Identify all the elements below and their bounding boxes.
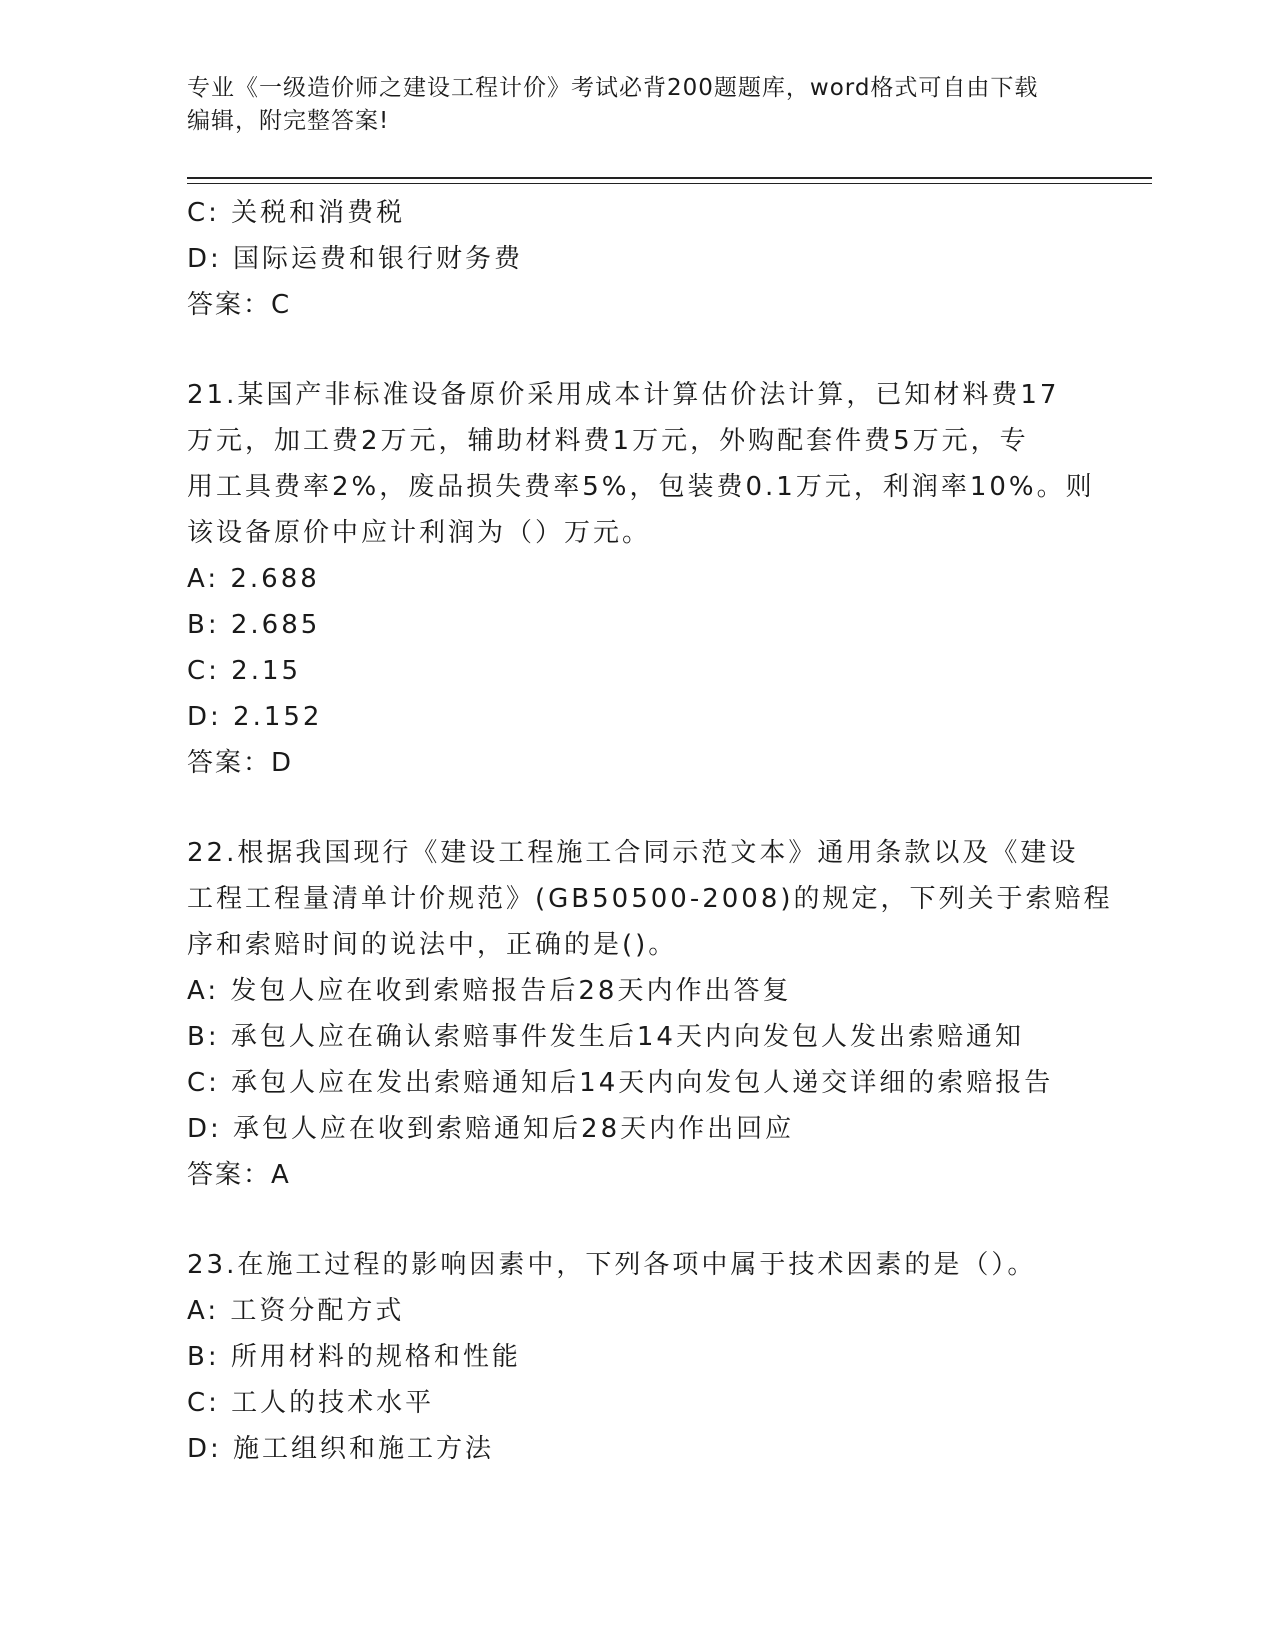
stem-line: 序和索赔时间的说法中，正确的是()。	[187, 930, 678, 960]
question-22	[187, 830, 1113, 1198]
option-d: D: 施工组织和施工方法	[187, 1434, 495, 1464]
option-d: D: 2.152	[187, 702, 323, 732]
page-header	[187, 72, 1077, 138]
spacer	[187, 328, 1087, 372]
option-d: D: 承包人应在收到索赔通知后28天内作出回应	[187, 1114, 795, 1144]
option-a: A: 工资分配方式	[187, 1296, 405, 1326]
option-c: C: 承包人应在发出索赔通知后14天内向发包人递交详细的索赔报告	[187, 1068, 1054, 1098]
spacer	[187, 786, 1087, 830]
option-a: A: 发包人应在收到索赔报告后28天内作出答复	[187, 976, 792, 1006]
option-b: B: 承包人应在确认索赔事件发生后14天内向发包人发出索赔通知	[187, 1022, 1024, 1052]
question-list	[187, 190, 1113, 1472]
question-23	[187, 1242, 1087, 1472]
stem-line: 工程工程量清单计价规范》(GB50500-2008)的规定，下列关于索赔程	[187, 884, 1113, 914]
option-c: C: 关税和消费税	[187, 198, 406, 228]
question-21	[187, 372, 1095, 786]
question-stem	[187, 372, 1095, 556]
stem-line: 用工具费率2%，废品损失费率5%，包装费0.1万元，利润率10%。则	[187, 472, 1095, 502]
question-stem	[187, 830, 1113, 968]
stem-line: 万元，加工费2万元，辅助材料费1万元，外购配套件费5万元，专	[187, 426, 1029, 456]
stem-line: 22.根据我国现行《建设工程施工合同示范文本》通用条款以及《建设	[187, 838, 1079, 868]
header-title-line-2: 编辑，附完整答案!	[187, 108, 390, 134]
option-d: D: 国际运费和银行财务费	[187, 244, 524, 274]
option-c: C: 工人的技术水平	[187, 1388, 435, 1418]
option-b: B: 所用材料的规格和性能	[187, 1342, 521, 1372]
header-title-line-1: 专业《一级造价师之建设工程计价》考试必背200题题库，word格式可自由下载	[187, 75, 1039, 101]
question-20-tail	[187, 190, 1087, 328]
answer-label: 答案：A	[187, 1160, 291, 1190]
stem-line: 23.在施工过程的影响因素中，下列各项中属于技术因素的是（）。	[187, 1250, 1037, 1280]
stem-line: 21.某国产非标准设备原价采用成本计算估价法计算，已知材料费17	[187, 380, 1060, 410]
header-divider-thick	[187, 177, 1152, 179]
option-a: A: 2.688	[187, 564, 320, 594]
option-b: B: 2.685	[187, 610, 321, 640]
option-c: C: 2.15	[187, 656, 302, 686]
spacer	[187, 1198, 1087, 1242]
answer-label: 答案：C	[187, 290, 292, 320]
answer-label: 答案：D	[187, 748, 294, 778]
stem-line: 该设备原价中应计利润为（）万元。	[187, 518, 652, 548]
question-stem	[187, 1242, 1087, 1288]
header-divider-thin	[187, 183, 1152, 184]
